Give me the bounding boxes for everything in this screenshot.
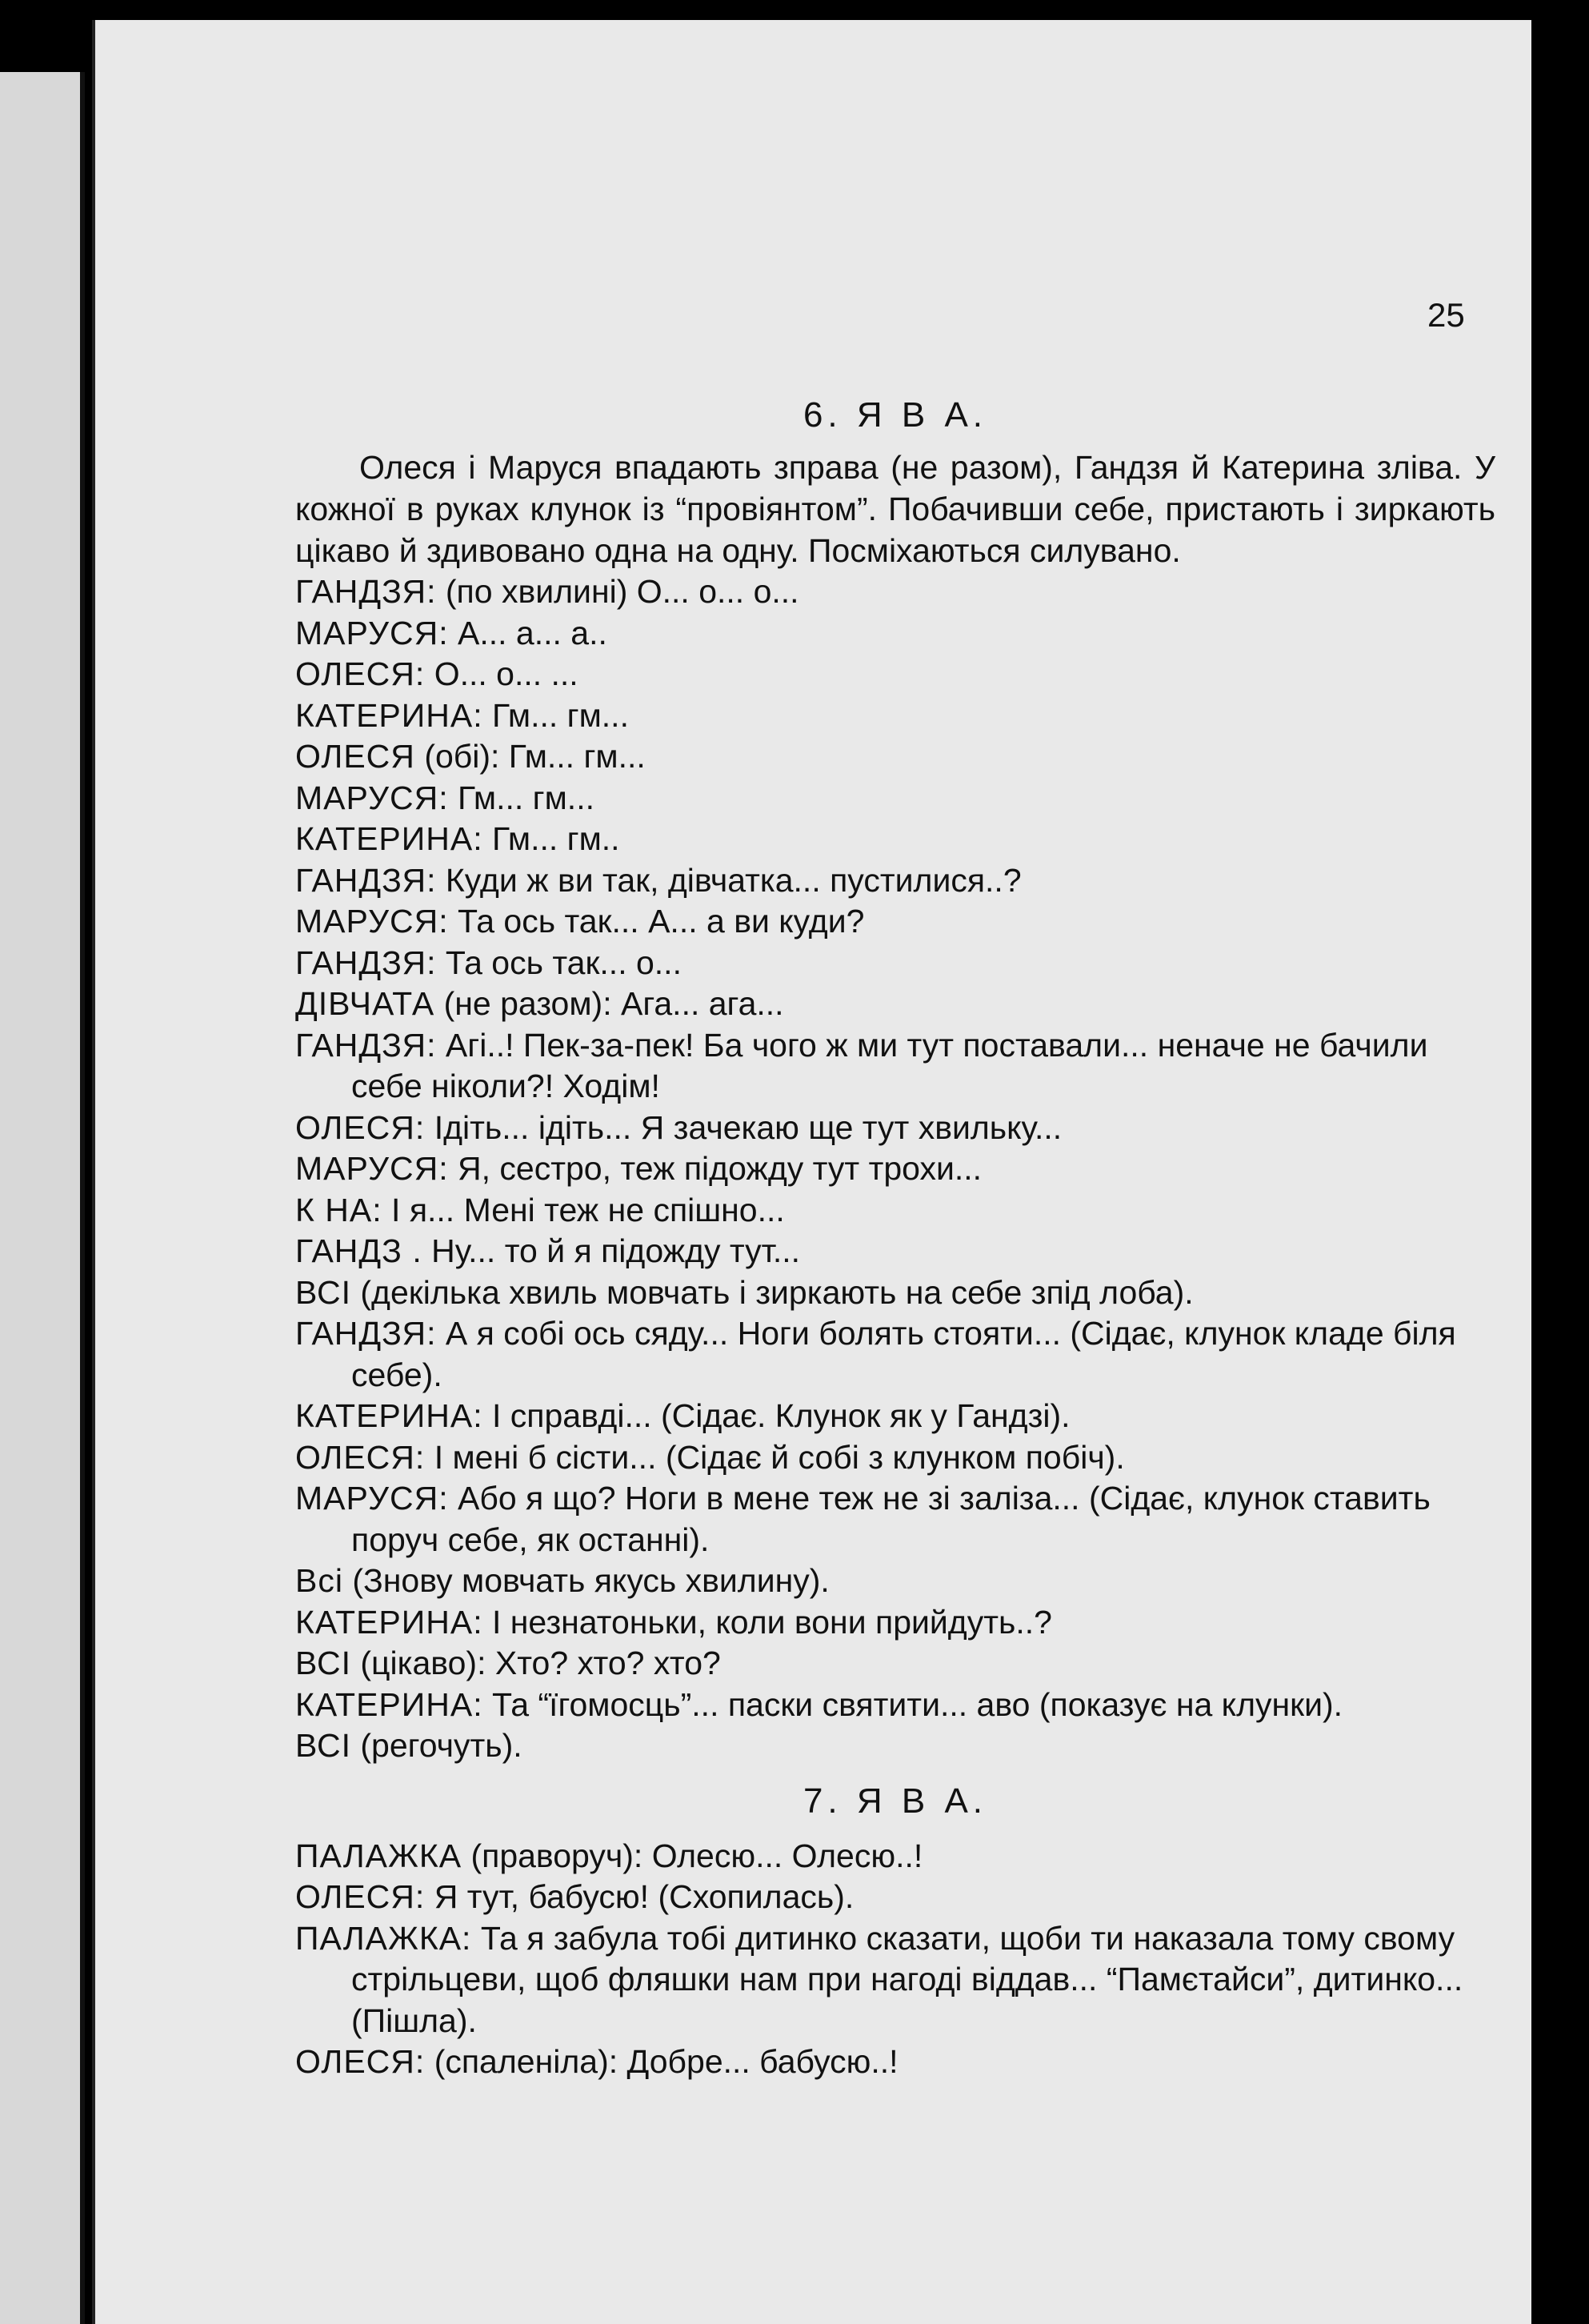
- dialogue-line: [295, 1685, 1495, 1726]
- dialogue-line: [295, 860, 1495, 902]
- scene-7-dialogue: [295, 1836, 1495, 2083]
- dialogue-line: [295, 2042, 1495, 2083]
- dialogue-line: [295, 1190, 1495, 1232]
- line-text: І незнатоньки, коли вони прийдуть..?: [492, 1603, 1052, 1641]
- dialogue-line: [295, 695, 1495, 737]
- line-text: І я... Мені теж не спішно...: [391, 1191, 785, 1228]
- previous-page-edge: [0, 72, 85, 2324]
- speaker-name: ГАНДЗ .: [295, 1232, 422, 1269]
- dialogue-line: [295, 1437, 1495, 1479]
- dialogue-line: [295, 1561, 1495, 1602]
- dialogue-line: [295, 1396, 1495, 1437]
- speaker-name: ГАНДЗЯ:: [295, 861, 437, 899]
- dialogue-line: [295, 1313, 1495, 1396]
- line-text: Або я що? Ноги в мене теж не зі заліза... (Сідає, клунок ставить поруч себе, як останні).: [351, 1480, 1431, 1558]
- line-text: А... а... а..: [458, 614, 607, 651]
- line-text: (регочуть).: [360, 1727, 522, 1764]
- dialogue-line: [295, 1877, 1495, 1918]
- scene-6-heading: 6. Я В А.: [803, 395, 988, 435]
- line-text: Та “їгомосць”... паски святити... аво (показує на клунки).: [492, 1685, 1343, 1723]
- line-text: І справді... (Сідає. Клунок як у Гандзі).: [492, 1397, 1071, 1434]
- line-text: (Знову мовчать якусь хвилину).: [352, 1562, 830, 1599]
- line-text: (цікаво): Хто? хто? хто?: [360, 1645, 721, 1681]
- stage-direction: Олеся і Маруся впадають зправа (не разом), Гандзя й Катерина зліва. У кожної в руках клунок із “провіянтом”. Побачивши себе, пристають і зиркають цікаво й здивовано одна на одну. Посміхаються силувано.: [295, 449, 1495, 569]
- line-text: Та ось так... А... а ви куди?: [458, 903, 865, 940]
- speaker-name: ОЛЕСЯ:: [295, 2043, 426, 2080]
- speaker-name: ВСІ: [295, 1645, 351, 1681]
- speaker-name: ГАНДЗЯ:: [295, 573, 437, 610]
- line-text: Я, сестро, теж підожду тут трохи...: [458, 1150, 983, 1187]
- line-text: Гм... гм...: [458, 779, 594, 816]
- speaker-name: КАТЕРИНА:: [295, 1603, 483, 1641]
- line-text: (спаленіла): Добре... бабусю..!: [434, 2043, 899, 2080]
- dialogue-line: [295, 1025, 1495, 1108]
- line-text: Агі..! Пек-за-пек! Ба чого ж ми тут поставали... неначе не бачили себе ніколи?! Ходім!: [351, 1026, 1428, 1104]
- dialogue-line: [295, 1918, 1495, 2042]
- dialogue-line: [295, 571, 1495, 613]
- scene-7-heading: 7. Я В А.: [803, 1781, 988, 1821]
- dialogue-line: [295, 654, 1495, 695]
- speaker-name: ДІВЧАТА: [295, 985, 435, 1022]
- line-text: Та я забула тобі дитинко сказати, щоби ти наказала тому свому стрільцеви, щоб фляшки нам при нагоді віддав... “Памєтайси”, дитинко... (Пішла).: [351, 1919, 1463, 2039]
- line-text: Я тут, бабусю! (Схопилась).: [434, 1878, 855, 1915]
- speaker-name: ВСІ: [295, 1273, 351, 1311]
- speaker-name: МАРУСЯ:: [295, 1480, 449, 1517]
- dialogue-line: [295, 1478, 1495, 1561]
- line-text: Ідіть... ідіть... Я зачекаю ще тут хвильку...: [434, 1108, 1063, 1146]
- dialogue-line: [295, 1836, 1495, 1877]
- speaker-name: КАТЕРИНА:: [295, 1685, 483, 1723]
- line-text: І мені б сісти... (Сідає й собі з клунком побіч).: [434, 1438, 1125, 1476]
- speaker-name: КАТЕРИНА:: [295, 1397, 483, 1434]
- dialogue-line: [295, 736, 1495, 778]
- speaker-name: ПАЛАЖКА:: [295, 1919, 472, 1957]
- dialogue-line: [295, 1108, 1495, 1149]
- line-text: Куди ж ви так, дівчатка... пустилися..?: [445, 861, 1022, 899]
- speaker-name: КАТЕРИНА:: [295, 820, 483, 857]
- line-text: Гм... гм...: [492, 696, 629, 734]
- dialogue-line: [295, 613, 1495, 655]
- speaker-name: ГАНДЗЯ:: [295, 1026, 437, 1064]
- dialogue-line: [295, 943, 1495, 984]
- line-text: Гм... гм..: [492, 820, 620, 857]
- speaker-name: ПАЛАЖКА: [295, 1837, 462, 1874]
- book-page: [92, 20, 1531, 2324]
- scene-6-dialogue: [295, 571, 1495, 1767]
- dialogue-line: [295, 1643, 1495, 1685]
- speaker-name: МАРУСЯ:: [295, 903, 449, 940]
- dialogue-line: [295, 778, 1495, 819]
- line-text: А я собі ось сяду... Ноги болять стояти... (Сідає, клунок кладе біля себе).: [351, 1315, 1456, 1393]
- dialogue-line: [295, 984, 1495, 1025]
- line-text: О... о... ...: [434, 655, 578, 692]
- speaker-name: ОЛЕСЯ:: [295, 1108, 426, 1146]
- line-text: (обі): Гм... гм...: [424, 738, 646, 775]
- line-text: (декілька хвиль мовчать і зиркають на себе зпід лоба).: [360, 1273, 1194, 1311]
- speaker-name: КАТЕРИНА:: [295, 696, 483, 734]
- line-text: (не разом): Ага... ага...: [443, 985, 784, 1022]
- dialogue-line: [295, 1272, 1495, 1314]
- page-number: 25: [1427, 296, 1465, 334]
- speaker-name: МАРУСЯ:: [295, 614, 449, 651]
- dialogue-line: [295, 1231, 1495, 1272]
- dialogue-line: [295, 901, 1495, 943]
- speaker-name: МАРУСЯ:: [295, 779, 449, 816]
- speaker-name: ОЛЕСЯ: [295, 738, 415, 775]
- line-text: (по хвилині) О... о... о...: [445, 573, 799, 610]
- dialogue-line: [295, 819, 1495, 860]
- dialogue-line: [295, 1725, 1495, 1767]
- dialogue-line: [295, 1148, 1495, 1190]
- speaker-name: МАРУСЯ:: [295, 1150, 449, 1187]
- speaker-name: ОЛЕСЯ:: [295, 1878, 426, 1915]
- play-text: [295, 384, 1495, 2083]
- line-text: Та ось так... о...: [445, 944, 682, 981]
- speaker-name: Всі: [295, 1562, 343, 1599]
- dialogue-line: [295, 1602, 1495, 1644]
- line-text: Ну... то й я підожду тут...: [431, 1232, 801, 1269]
- speaker-name: ОЛЕСЯ:: [295, 655, 426, 692]
- speaker-name: ГАНДЗЯ:: [295, 944, 437, 981]
- speaker-name: К НА:: [295, 1191, 382, 1228]
- speaker-name: ГАНДЗЯ:: [295, 1315, 437, 1352]
- line-text: (праворуч): Олесю... Олесю..!: [470, 1837, 923, 1874]
- speaker-name: ОЛЕСЯ:: [295, 1438, 426, 1476]
- speaker-name: ВСІ: [295, 1727, 351, 1764]
